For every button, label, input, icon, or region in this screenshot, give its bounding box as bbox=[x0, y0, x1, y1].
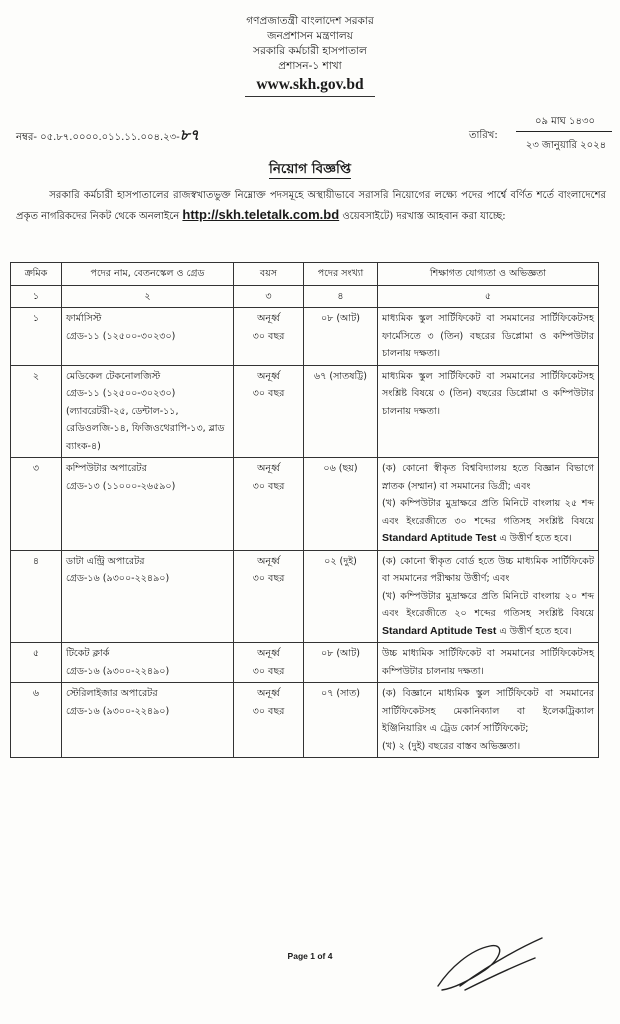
notice-title: নিয়োগ বিজ্ঞপ্তি bbox=[268, 161, 351, 177]
age-years: ৩০ বছর bbox=[252, 388, 285, 399]
header-count: পদের সংখ্যা bbox=[304, 263, 378, 286]
memo-number bbox=[16, 124, 199, 149]
header-post: পদের নাম, বেতনস্কেল ও গ্রেড bbox=[62, 263, 234, 286]
table-row bbox=[11, 550, 599, 643]
memo-handwritten-number: ৮৭ bbox=[179, 126, 200, 144]
signature-icon bbox=[430, 928, 550, 998]
row-age bbox=[234, 308, 304, 366]
row-post bbox=[62, 458, 234, 551]
table-row bbox=[11, 365, 599, 458]
application-url-link[interactable]: http://skh.teletalk.com.bd bbox=[182, 206, 340, 222]
post-grade: গ্রেড-১১ (১২৫০০-৩০২৩০) bbox=[66, 330, 176, 342]
table-row bbox=[11, 458, 599, 551]
age-limit: অনূর্ধ্ব bbox=[257, 313, 280, 324]
header-hospital: সরকারি কর্মচারী হাসপাতাল bbox=[253, 45, 367, 57]
row-age bbox=[234, 458, 304, 551]
qualification-extra bbox=[382, 738, 594, 756]
post-grade: গ্রেড-১৬ (৯৩০০-২২৪৯০) bbox=[66, 573, 170, 584]
table-row bbox=[11, 643, 599, 683]
age-years: ৩০ বছর bbox=[252, 573, 285, 584]
header-ministry: জনপ্রশাসন মন্ত্রণালয় bbox=[267, 30, 353, 42]
column-number: ৫ bbox=[378, 285, 599, 308]
post-name: ফার্মাসিস্ট bbox=[66, 313, 102, 324]
intro-paragraph bbox=[16, 187, 606, 226]
row-qualification bbox=[378, 308, 599, 366]
qualification-main: উচ্চ মাধ্যমিক সার্টিফিকেট বা সমমানের সার্টিফিকেটসহ কম্পিউটার চালনায় দক্ষতা। bbox=[382, 648, 594, 677]
header-country: গণপ্রজাতন্ত্রী বাংলাদেশ সরকার bbox=[246, 15, 374, 27]
row-post bbox=[62, 683, 234, 758]
qualification-extra-text: (খ) ২ (দুই) বছরের বাস্তব অভিজ্ঞতা। bbox=[382, 740, 521, 752]
title-underline bbox=[269, 178, 351, 179]
intro-text-before: সরকারি কর্মচারী হাসপাতালের রাজস্বখাতভুক্ত নিম্নোক্ত পদসমূহে অস্থায়ীভাবে সরাসরি নিয়োগের লক্ষ্যে পদের পার্শ্বে বর্ণিত শর্তে বাংলাদেশের প্রকৃত নাগরিকদের নিকট থেকে অনলাইনে bbox=[16, 190, 606, 222]
row-count: ০৭ (সাত) bbox=[304, 683, 378, 758]
post-grade: গ্রেড-১৩ (১১০০০-২৬৫৯০) bbox=[66, 480, 176, 492]
post-name: কম্পিউটার অপারেটর bbox=[66, 463, 147, 474]
age-years: ৩০ বছর bbox=[252, 330, 285, 342]
row-serial: ৬ bbox=[11, 683, 62, 758]
qualification-extra bbox=[382, 495, 594, 548]
header-age: বয়স bbox=[234, 263, 304, 286]
column-number: ৪ bbox=[304, 285, 378, 308]
table-header-row bbox=[11, 263, 599, 286]
row-serial: ৩ bbox=[11, 458, 62, 551]
header-branch: প্রশাসন-১ শাখা bbox=[278, 60, 342, 72]
column-number: ২ bbox=[62, 285, 234, 308]
row-qualification bbox=[378, 458, 599, 551]
qualification-extra-text: (খ) কম্পিউটার মুদ্রাক্ষরে প্রতি মিনিটে বাংলায় ২০ শব্দ এবং ইংরেজীতে ২০ শব্দের গতিসহ সংশ্লিষ্ট বিষয়ে bbox=[382, 590, 594, 619]
post-name: ডাটা এন্ট্রি অপারেটর bbox=[66, 555, 145, 567]
qualification-main: (ক) কোনো স্বীকৃত বিশ্ববিদ্যালয় হতে বিজ্ঞান বিভাগে স্নাতক (সম্মান) বা সমমানের ডিগ্রী; এবং bbox=[382, 463, 594, 492]
age-limit: অনূর্ধ্ব bbox=[257, 463, 280, 474]
age-years: ৩০ বছর bbox=[252, 665, 285, 677]
column-number: ১ bbox=[11, 285, 62, 308]
row-count: ৬৭ (সাতষট্টি) bbox=[304, 365, 378, 458]
post-name: স্টেরিলাইজার অপারেটর bbox=[66, 688, 158, 699]
row-age bbox=[234, 643, 304, 683]
qualification-extra bbox=[382, 588, 594, 641]
row-count: ০৮ (আট) bbox=[304, 643, 378, 683]
qualification-main: (ক) কোনো স্বীকৃত বোর্ড হতে উচ্চ মাধ্যমিক সার্টিফিকেট বা সমমানের পরীক্ষায় উত্তীর্ণ; এবং bbox=[382, 555, 594, 584]
row-age bbox=[234, 683, 304, 758]
row-post bbox=[62, 643, 234, 683]
posts-table-body bbox=[11, 308, 599, 758]
row-count: ০৮ (আট) bbox=[304, 308, 378, 366]
website-link[interactable]: www.skh.gov.bd bbox=[256, 76, 364, 93]
row-serial: ৫ bbox=[11, 643, 62, 683]
row-age bbox=[234, 365, 304, 458]
qualification-extra-text: (খ) কম্পিউটার মুদ্রাক্ষরে প্রতি মিনিটে বাংলায় ২৫ শব্দ এবং ইংরেজীতে ৩০ শব্দের গতিসহ সংশ্লিষ্ট বিষয়ে bbox=[382, 498, 594, 527]
age-limit: অনূর্ধ্ব bbox=[257, 648, 280, 659]
date-english: ২৩ জানুয়ারি ২০২৪ bbox=[525, 140, 607, 151]
post-breakdown: (ল্যাবরেটরী-২৫, ডেন্টাল-১১, রেডিওলজি-১৪, ফিজিওথেরাপি-১৩, ব্লাড ব্যাংক-৪) bbox=[66, 405, 225, 452]
age-limit: অনূর্ধ্ব bbox=[257, 688, 280, 699]
post-grade: গ্রেড-১১ (১২৫০০-৩০২৩০) bbox=[66, 388, 176, 399]
date-bangla: ০৯ মাঘ ১৪৩০ bbox=[535, 116, 595, 127]
row-post bbox=[62, 365, 234, 458]
row-count: ০২ (দুই) bbox=[304, 550, 378, 643]
date-divider bbox=[516, 131, 612, 132]
column-number: ৩ bbox=[234, 285, 304, 308]
qualification-main: মাধ্যমিক স্কুল সার্টিফিকেট বা সমমানের সার্টিফিকেটসহ সংশ্লিষ্ট বিষয়ে ৩ (তিন) বছরের ডিপ্লোমা ও কম্পিউটার চালনায় দক্ষতা। bbox=[382, 370, 594, 417]
row-qualification bbox=[378, 683, 599, 758]
table-row bbox=[11, 308, 599, 366]
row-qualification bbox=[378, 550, 599, 643]
post-name: মেডিকেল টেকনোলজিস্ট bbox=[66, 370, 161, 382]
date-label: তারিখ: bbox=[469, 130, 498, 141]
table-row bbox=[11, 683, 599, 758]
header-qualification: শিক্ষাগত যোগ্যতা ও অভিজ্ঞতা bbox=[378, 263, 599, 286]
age-years: ৩০ বছর bbox=[252, 705, 285, 717]
intro-text-after: ওয়েবসাইটে) দরখাস্ত আহবান করা যাচ্ছে: bbox=[339, 210, 506, 222]
website-underline bbox=[245, 96, 375, 97]
post-grade: গ্রেড-১৬ (৯৩০০-২২৪৯০) bbox=[66, 705, 170, 717]
age-years: ৩০ বছর bbox=[252, 480, 285, 492]
age-limit: অনূর্ধ্ব bbox=[257, 555, 280, 567]
row-count: ০৬ (ছয়) bbox=[304, 458, 378, 551]
qualification-extra-end: এ উত্তীর্ণ হতে হবে। bbox=[496, 533, 572, 544]
memo-prefix: নম্বর- ০৫.৮৭.০০০০.০১১.১১.০০৪.২৩- bbox=[16, 132, 180, 143]
row-age bbox=[234, 550, 304, 643]
page-number: Page 1 of 4 bbox=[287, 951, 333, 961]
row-qualification bbox=[378, 365, 599, 458]
post-grade: গ্রেড-১৬ (৯৩০০-২২৪৯০) bbox=[66, 665, 170, 677]
row-post bbox=[62, 550, 234, 643]
row-post bbox=[62, 308, 234, 366]
qualification-extra-end: এ উত্তীর্ণ হতে হবে। bbox=[496, 625, 572, 637]
column-number-row bbox=[11, 285, 599, 308]
header-serial: ক্রমিক bbox=[11, 263, 62, 286]
post-name: টিকেট ক্লার্ক bbox=[66, 648, 110, 659]
row-qualification bbox=[378, 643, 599, 683]
row-serial: ৪ bbox=[11, 550, 62, 643]
qualification-main: মাধ্যমিক স্কুল সার্টিফিকেট বা সমমানের সার্টিফিকেটসহ ফার্মেসিতে ৩ (তিন) বছরের ডিপ্লোমা ও কম্পিউটার চালনায় দক্ষতা। bbox=[382, 313, 594, 359]
row-serial: ১ bbox=[11, 308, 62, 366]
posts-table bbox=[10, 262, 599, 758]
qualification-test-name: Standard Aptitude Test bbox=[382, 624, 497, 637]
age-limit: অনূর্ধ্ব bbox=[257, 370, 280, 382]
qualification-main: (ক) বিজ্ঞানে মাধ্যমিক স্কুল সার্টিফিকেট বা সমমানের সার্টিফিকেটসহ মেকানিক্যাল বা ইলেকট্রিক্যাল ইঞ্জিনিয়ারিং এ ট্রেড কোর্স সার্টিফিকেট; bbox=[382, 688, 594, 734]
qualification-test-name: Standard Aptitude Test bbox=[382, 532, 497, 544]
row-serial: ২ bbox=[11, 365, 62, 458]
